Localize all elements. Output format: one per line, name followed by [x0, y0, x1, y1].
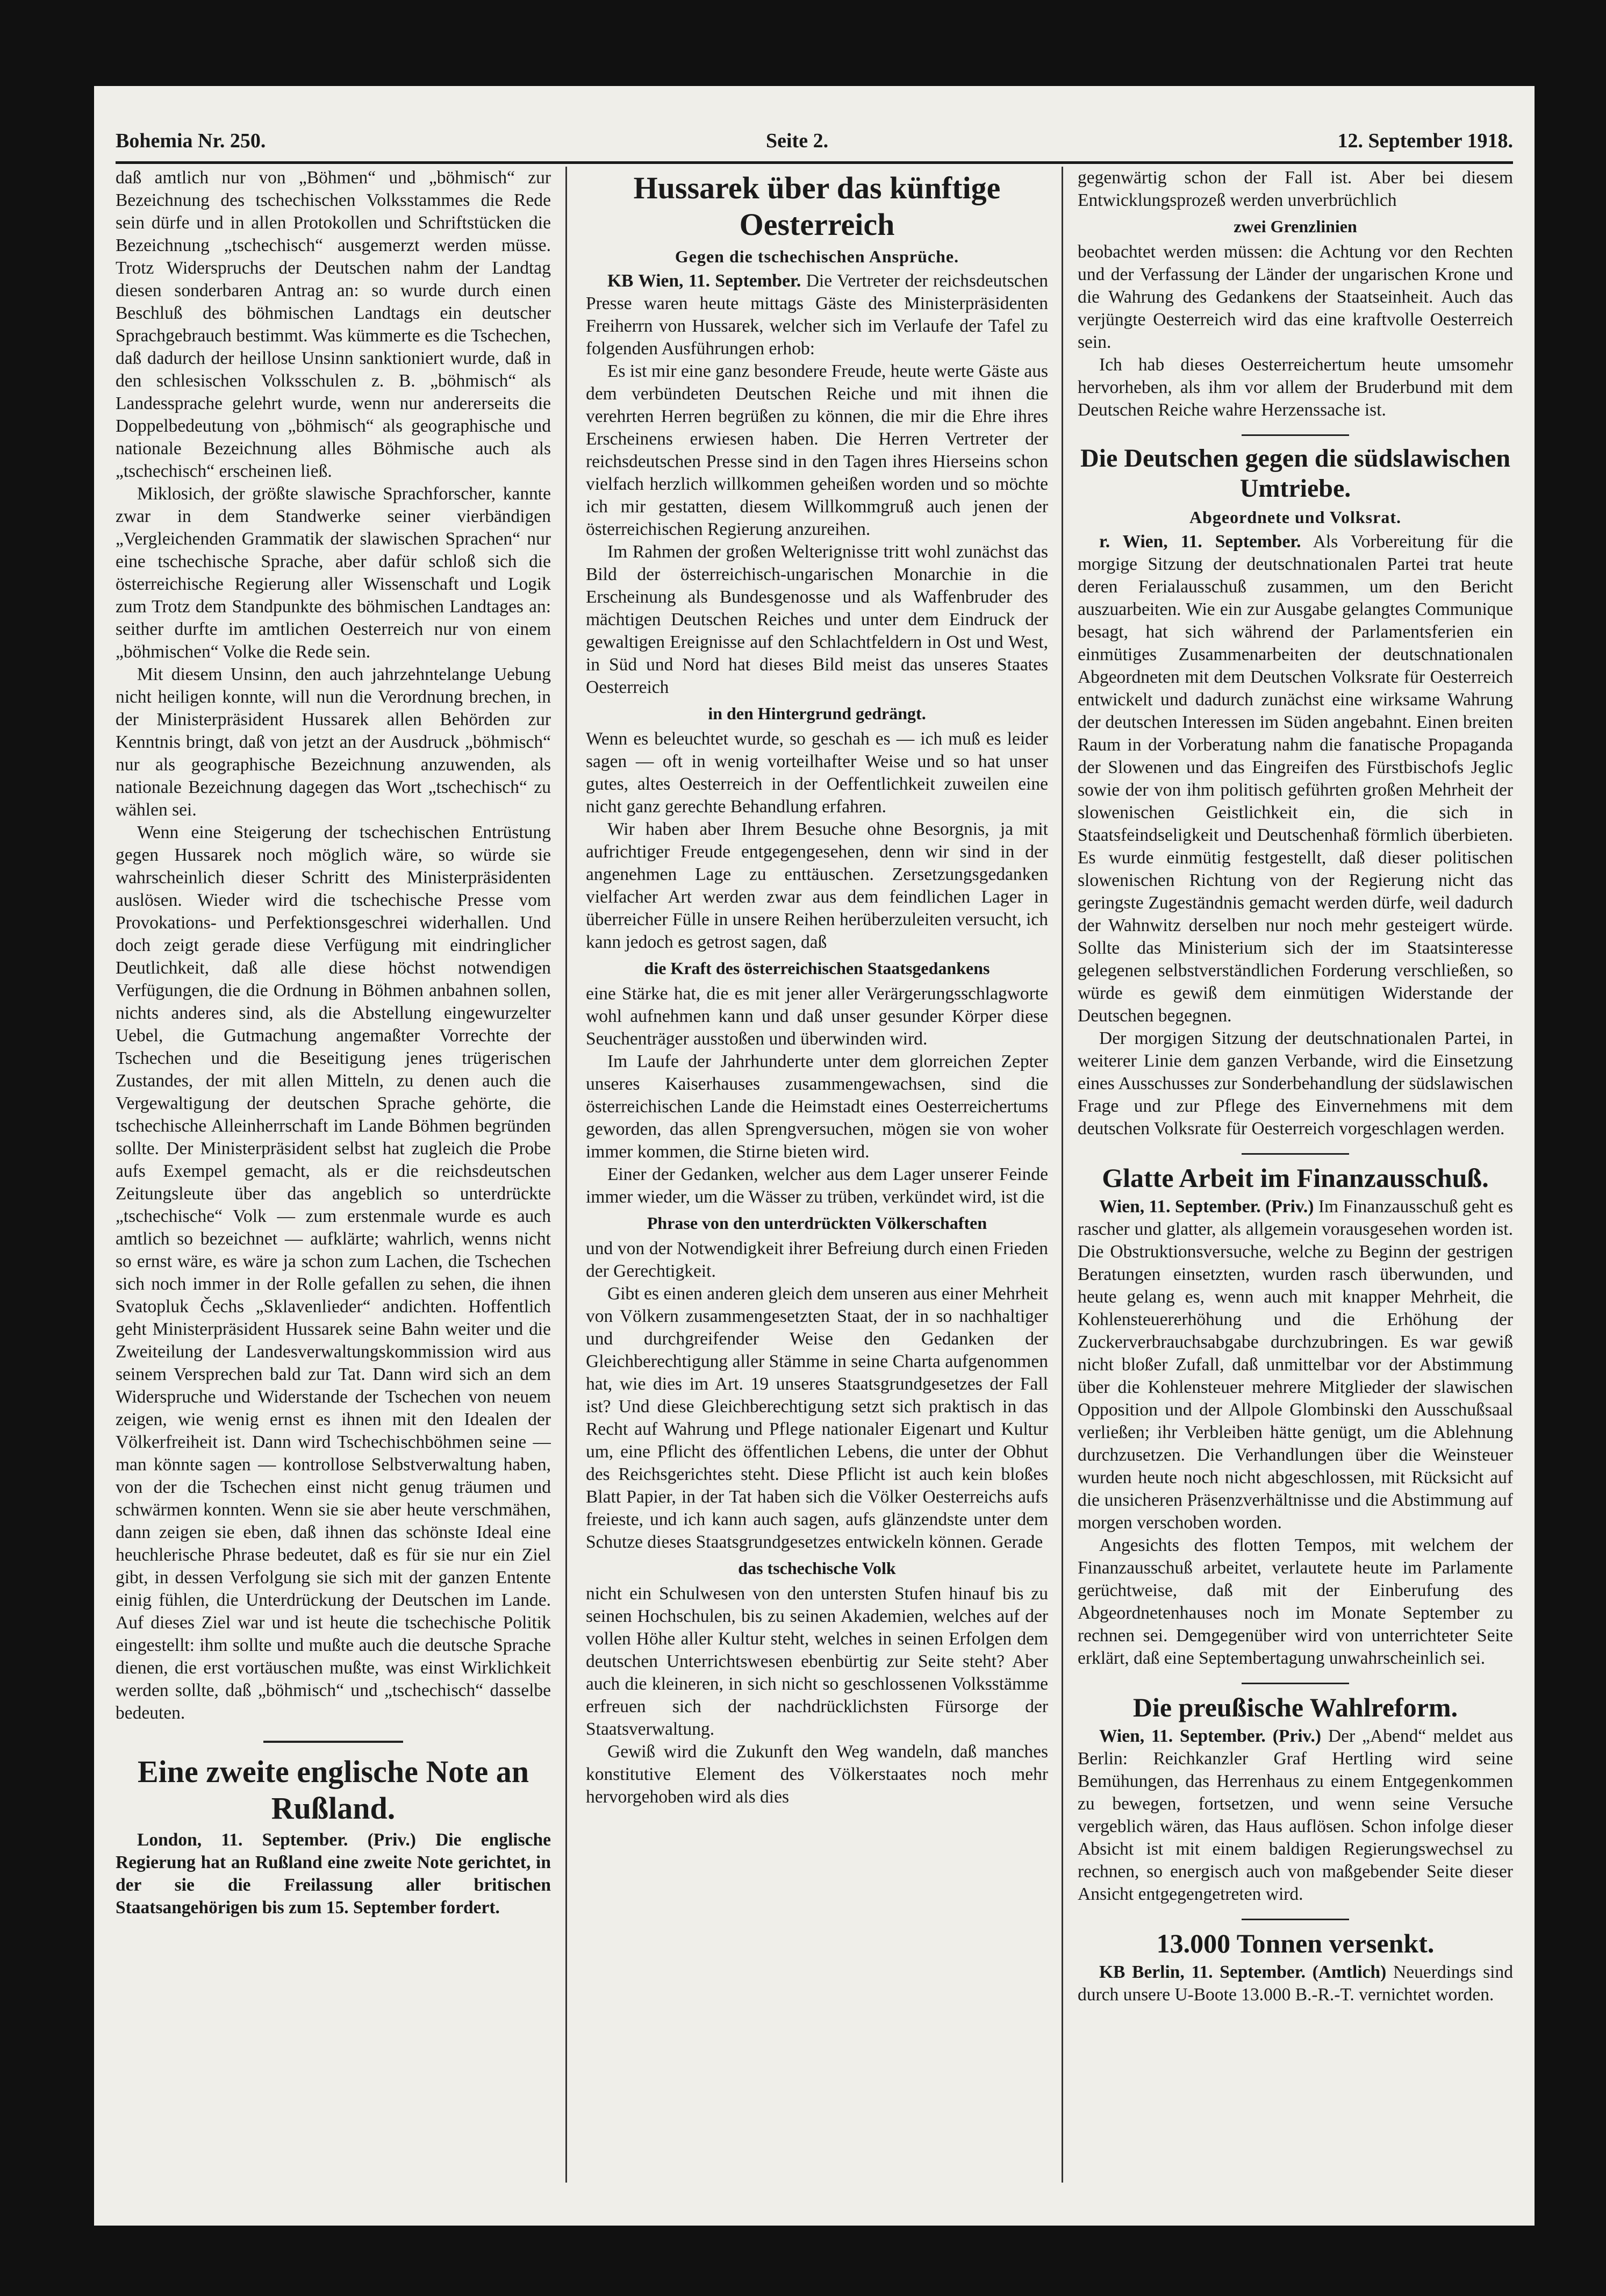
- paragraph: Wenn es beleuchtet wurde, so geschah es — ich muß es leider sagen — oft in wenig vorteilhafter Weise und so hat unser gutes, altes Oesterreich in der Oeffentlichkeit zuweilen eine nicht ganz gerechte Behandlung erfahren.: [586, 729, 1048, 817]
- paragraph: und von der Notwendigkeit ihrer Befreiung durch einen Frieden der Gerechtigkeit.: [586, 1239, 1048, 1281]
- headline-tonnen-versenkt: 13.000 Tonnen versenkt.: [1156, 1928, 1435, 1958]
- inline-heading: zwei Grenzlinien: [1234, 217, 1357, 236]
- paragraph: eine Stärke hat, die es mit jener aller Verärgerungsschlagworte wohl aufnehmen kann und daß unser gesunder Körper diese Seuchenträger ausstoßen und überwinden wird.: [586, 984, 1048, 1049]
- paragraph: daß amtlich nur von „Böhmen“ und „böhmisch“ zur Bezeichnung des tschechischen Volksstammes die Rede sein dürfe und in allen Protokollen und Schriftstücken die Bezeichnung „tschechisch“ ausgemerzt werden müsse. Trotz Widerspruchs der Deutschen nahm der Landtag diesen sonderbaren Antrag an: so wurde durch einen Beschluß des böhmischen Landtags ein deutscher Sprachgebrauch bestimmt. Was kümmerte es die Tschechen, daß dadurch der heillose Unsinn sanktioniert wurde, daß in den schlesischen Volksschulen z. B. „böhmisch“ als Landessprache gelehrt wurde, wenn nur andererseits die Doppelbedeutung von „böhmisch“ als geographische und nationale Bezeichnung alles Böhmische auch als „tschechisch“ erscheinen ließ.: [116, 168, 551, 481]
- article-separator: [263, 1741, 403, 1743]
- inline-heading: das tschechische Volk: [738, 1558, 896, 1578]
- subheadline: Abgeordnete und Volksrat.: [1189, 507, 1401, 527]
- headline-suedslawische-umtriebe: Die Deutschen gegen die südslawischen Umtriebe.: [1080, 444, 1511, 503]
- paragraph: Als Vorbereitung für die morgige Sitzung der deutschnationalen Partei trat heute deren Ferialausschuß zusammen, um den Bericht auszuarbeiten. Wie ein zur Ausgabe gelangtes Communique besagt, hat sich während der Parlamentsferien ein einmütiges Zusammenarbeiten der deutschnationalen Abgeordneten mit dem Deutschen Volksrate für Oesterreich entwickelt und dadurch zunächst eine wirksame Wahrung der deutschen Interessen im Süden angebahnt. Einen breiten Raum in der Vorberatung nahm die fanatische Propaganda der Slowenen und das Eingreifen des Fürstbischofs Jeglic sowie der von ihm politisch geführten großen Mehrheit der slowenischen Geistlichkeit ein, die sich in Staatsfeindseligkeit und Deutschenhaß förmlich überbieten. Es wurde einmütig festgestellt, daß dieser politischen slowenischen Richtung von der Regierung nicht das geringste Zugeständnis gemacht werden dürfe, weil dadurch der Wahnwitz derselben nur noch mehr gesteigert würde. Sollte das Ministerium sich der im Staatsinteresse gelegenen selbstverständlichen Forderung verschließen, so würde es gewiß dem einmütigen Widerstande der Deutschen begegnen.: [1078, 532, 1513, 1026]
- article-separator: [1242, 1919, 1349, 1920]
- article-separator: [1242, 1153, 1349, 1155]
- paragraph: Im Laufe der Jahrhunderte unter dem glorreichen Zepter unseres Kaiserhauses zusammengewachsen, sind die österreichischen Lande die Heimstadt eines Oesterreichertums geworden, das allen Sprengversuchen, mögen sie von woher immer kommen, die Stirne bieten wird.: [586, 1052, 1048, 1162]
- masthead-date: 12. September 1918.: [1337, 130, 1513, 152]
- paragraph: Wir haben aber Ihrem Besuche ohne Besorgnis, ja mit aufrichtiger Freude entgegengesehen, denn wir sind in der angenehmen Lage zu enttäuschen. Zersetzungsgedanken vielfacher Art werden zwar aus dem feindlichen Lager in überreicher Fülle in unsere Reihen herüberzuleiten versucht, ich kann jedoch es getrost sagen, daß: [586, 819, 1048, 952]
- paragraph: nicht ein Schulwesen von den untersten Stufen hinauf bis zu seinen Hochschulen, bis zu seinen Akademien, welches auf der vollen Höhe aller Kultur steht, welches in seinen Erfolgen dem deutschen Unterrichtswesen ebenbürtig zur Seite steht? Aber auch die kleineren, in sich nicht so geschlossenen Volksstämme erfreuen sich der nachdrücklichsten Fürsorge der Staatsverwaltung.: [586, 1584, 1048, 1739]
- paragraph: Neuerdings sind durch unsere U-Boote 13.000 B.-R.-T. vernichtet worden.: [1078, 1962, 1513, 2005]
- paragraph: Miklosich, der größte slawische Sprachforscher, kannte zwar in dem Standwerke seiner vierbändigen „Vergleichenden Grammatik der slawischen Sprachen“ nur eine tschechische Sprache, aber dafür schloß sich die österreichische Regierung aller Wissenschaft und Logik zum Trotz dem Standpunkte des böhmischen Landtages an: seither durfte im amtlichen Oesterreich nur von einem „böhmischen“ Volke die Rede sein.: [116, 484, 551, 662]
- column-2: [586, 167, 1048, 2220]
- paragraph: Gewiß wird die Zukunft den Weg wandeln, daß manches konstitutive Element des Völkerstaates noch mehr hervorgehoben wird als dies: [586, 1742, 1048, 1807]
- masthead-page-number: Seite 2.: [766, 130, 829, 152]
- subheadline: Gegen die tschechischen Ansprüche.: [675, 247, 959, 266]
- paragraph: Gibt es einen anderen gleich dem unseren aus einer Mehrheit von Völkern zusammengesetzten Staat, der in so nachhaltiger und durchgreifender Weise den Gedanken der Gleichberechtigung aller Stämme in seine Charta aufgenommen hat, wie dies im Art. 19 unseres Staatsgrundgesetzes der Fall ist? Und diese Gleichberechtigung setzt sich praktisch in das Recht auf Wahrung und Pflege nationaler Eigenart und Kultur um, eine Pflicht des öffentlichen Lebens, die unter der Obhut des Reichsgerichtes steht. Diese Pflicht ist auch kein bloßes Blatt Papier, in der Tat haben sich die Völker Oesterreichs aufs freieste, und ich kann auch sagen, aufs glänzendste unter dem Schutze dieses Staatsgrundgesetzes entwickeln können. Gerade: [586, 1284, 1048, 1552]
- dateline: London, 11. September. (Priv.): [137, 1830, 416, 1850]
- paragraph: Der morgigen Sitzung der deutschnationalen Partei, in weiterer Linie dem ganzen Verbande, wird die Einsetzung eines Ausschusses zur Sonderbehandlung der südslawischen Frage und zur Pflege des Einvernehmens mit dem deutschen Volksrate für Oesterreich vorgeschlagen werden.: [1078, 1028, 1513, 1139]
- paragraph: Im Finanzausschuß geht es rascher und glatter, als allgemein vorausgesehen worden ist. Die Obstruktionsversuche, welche zu Beginn der gestrigen Beratungen einsetzten, wurden rasch überwunden, und heute gelang es, wenn auch mit knapper Mehrheit, die Kohlensteuererhöhung und die Erhöhung der Zuckerverbrauchsabgabe durchzubringen. Es war gewiß nicht bloßer Zufall, daß unmittelbar vor der Abstimmung über die Kohlensteuer mehrere Mitglieder der slawischen Opposition und der Allpole Glombinski den Ausschußsaal verließen; ihr Verbleiben hätte genügt, um die Ablehnung durchzusetzen. Die Verhandlungen über die Weinsteuer wurden heute noch nicht abgeschlossen, mit Rücksicht auf die unsicheren Präsenzverhältnisse und die Abstimmung auf morgen verschoben worden.: [1078, 1197, 1513, 1533]
- paragraph: Die Vertreter der reichsdeutschen Presse waren heute mittags Gäste des Ministerpräsidenten Freiherrn von Hussarek, welcher sich im Verlaufe der Tafel zu folgenden Ausführungen erhob:: [586, 271, 1048, 359]
- newspaper-page: [94, 86, 1535, 2226]
- headline-english-note: Eine zweite englische Note an Rußland.: [137, 1754, 529, 1826]
- article-separator: [1242, 1683, 1349, 1684]
- paragraph: Im Rahmen der großen Welterignisse tritt wohl zunächst das Bild der österreichisch-ungarischen Monarchie in die Erscheinung als Bundesgenosse und als Waffenbruder des mächtigen Deutschen Reiches und unter dem Eindruck der gewaltigen Ereignisse auf den Schlachtfeldern in Ost und West, in Süd und Nord hat dieses Bild meist das unseres Staates Oesterreich: [586, 542, 1048, 697]
- paragraph: Wenn eine Steigerung der tschechischen Entrüstung gegen Hussarek noch möglich wäre, so würde sie wahrscheinlich dieser Schritt des Ministerpräsidenten auslösen. Wieder wird die tschechische Presse vom Provokations- und Perfektionsgeschrei widerhallen. Und doch zeigt gerade diese Verfügung mit eindringlicher Deutlichkeit, daß alle diese höchst notwendigen Verfügungen, die die Ordnung in Böhmen anbahnen sollen, nichts anderes sind, als die Abstellung eingewurzelter Uebel, die Gutmachung angemaßter Vorrechte der Tschechen und die Beseitigung jenes trügerischen Zustandes, der mit allen Mitteln, zu denen auch die Vergewaltigung der deutschen Sprache gehörte, die tschechische Alleinherrschaft im Lande Böhmen begründen sollte. Der Ministerpräsident selbst hat zugleich die Probe aufs Exempel gemacht, als er die reichsdeutschen Zeitungsleute über das angeblich so unterdrückte „tschechische“ Volk — zum erstenmale wurde es auch amtlich so bezeichnet — aufklärte; wahrlich, wenns nicht so ernst wäre, es wäre ja schon zum Lachen, die Tschechen sich noch immer in der Rolle gefallen zu sehen, die ihnen Svatopluk Čechs „Sklavenlieder“ andichten. Hoffentlich geht Ministerpräsident Hussarek seine Bahn weiter und die Zweiteilung der Landesverwaltungskommission wird aus seinem Versprechen bald zur Tat. Dann wird sich an dem Widerspruche und Widerstande der Tschechen von neuem zeigen, wie wenig ernst es ihnen mit den Idealen der Völkerfreiheit ist. Dann wird Tschechischböhmen seine — man könnte sagen — kontrollose Selbstverwaltung haben, von der die Tschechen einst nicht genug träumen und schwärmen konnten. Wenn sie sie aber heute verschmähen, dann zeigen sie eben, daß ihnen das schönste Ideal eine heuchlerische Phrase bedeutet, daß es für sie nur ein Ziel gibt, in dessen Verfolgung sie sich mit der ganzen Entente einig fühlen, die Unterdrückung der Deutschen im Lande. Auf dieses Ziel war und ist heute die tschechische Politik eingestellt: ihm sollte und mußte auch die deutsche Sprache dienen, die erst vortäuschen mußte, was einst Wirklichkeit werden sollte, daß „böhmisch“ und „tschechisch“ dasselbe bedeuten.: [116, 822, 551, 1723]
- masthead: [116, 102, 1513, 164]
- dateline: r. Wien, 11. September.: [1099, 532, 1301, 552]
- paragraph: Ich hab dieses Oesterreichertum heute umsomehr hervorheben, als ihm vor allem der Bruderbund mit dem Deutschen Reiche wahre Herzenssache ist.: [1078, 355, 1513, 420]
- paragraph: Mit diesem Unsinn, den auch jahrzehntelange Uebung nicht heiligen konnte, will nun die Verordnung brechen, in der Ministerpräsident Hussarek allen Behörden zur Kenntnis bringt, daß von jetzt an der Ausdruck „böhmisch“ nur als geographische Bezeichnung anzuwenden, als nationale Bezeichnung dagegen das Wort „tschechisch“ zu wählen sei.: [116, 664, 551, 820]
- masthead-paper-issue: Bohemia Nr. 250.: [116, 130, 266, 152]
- column-divider: [1062, 167, 1063, 2183]
- headline-preussische-wahlreform: Die preußische Wahlreform.: [1132, 1692, 1458, 1722]
- column-3: [1078, 167, 1513, 2220]
- column-divider: [565, 167, 567, 2183]
- dateline: Wien, 11. September. (Priv.): [1099, 1726, 1321, 1746]
- inline-heading: die Kraft des österreichischen Staatsgedankens: [644, 959, 990, 978]
- dateline: KB Berlin, 11. September. (Amtlich): [1099, 1962, 1387, 1982]
- paragraph: Es ist mir eine ganz besondere Freude, heute werte Gäste aus dem verbündeten Deutschen Reiche und mit ihnen die verehrten Herren begrüßen zu können, die mir die Ehre ihres Erscheinens erwiesen haben. Die Herren Vertreter der reichsdeutschen Presse sind in den Tagen ihres Hierseins schon vielfach herzlich willkommen geheißen worden und so möchte ich mir gestatten, diesem Willkommgruß auch jenen der österreichischen Regierung anzureihen.: [586, 361, 1048, 539]
- paragraph: beobachtet werden müssen: die Achtung vor den Rechten und der Verfassung der Länder der ungarischen Krone und die Wahrung des Gedankens der Staatseinheit. Auch das verjüngte Oesterreich wird das eine kraftvolle Oesterreich sein.: [1078, 242, 1513, 352]
- dateline: Wien, 11. September. (Priv.): [1099, 1197, 1314, 1217]
- dateline: KB Wien, 11. September.: [607, 271, 801, 291]
- article-separator: [1242, 434, 1349, 436]
- headline-hussarek: Hussarek über das künftige Oesterreich: [633, 170, 1001, 242]
- paragraph: Einer der Gedanken, welcher aus dem Lager unserer Feinde immer wieder, um die Wässer zu trüben, verkündet wird, ist die: [586, 1164, 1048, 1207]
- paragraph: Angesichts des flotten Tempos, mit welchem der Finanzausschuß arbeitet, verlautete heute im Parlamente gerüchtweise, daß mit der Einberufung des Abgeordnetenhauses noch im Monate September zu rechnen sei. Demgegenüber wird von unterrichteter Seite erklärt, daß eine Septembertagung unwahrscheinlich sei.: [1078, 1535, 1513, 1668]
- inline-heading: Phrase von den unterdrückten Völkerschaften: [647, 1213, 987, 1233]
- headline-finanzausschuss: Glatte Arbeit im Finanzausschuß.: [1102, 1163, 1489, 1193]
- inline-heading: in den Hintergrund gedrängt.: [708, 704, 926, 723]
- article-text: Die englische Regierung hat an Rußland eine zweite Note gerichtet, in der sie die Freilassung aller britischen Staatsangehörigen bis zum 15. September fordert.: [116, 1830, 551, 1918]
- column-1: [116, 167, 551, 2220]
- paragraph: gegenwärtig schon der Fall ist. Aber bei diesem Entwicklungsprozeß werden unverbrüchlich: [1078, 168, 1513, 210]
- paragraph: Der „Abend“ meldet aus Berlin: Reichkanzler Graf Hertling wird seine Bemühungen, das Herrenhaus zu einem Entgegenkommen zu bewegen, fortsetzen, und wenn seine Versuche vergeblich wären, das Haus auflösen. Schon infolge dieser Absicht ist mit einem baldigen Regierungswechsel zu rechnen, so energisch auch von maßgebender Seite dieser Ansicht entgegengetreten wird.: [1078, 1726, 1513, 1904]
